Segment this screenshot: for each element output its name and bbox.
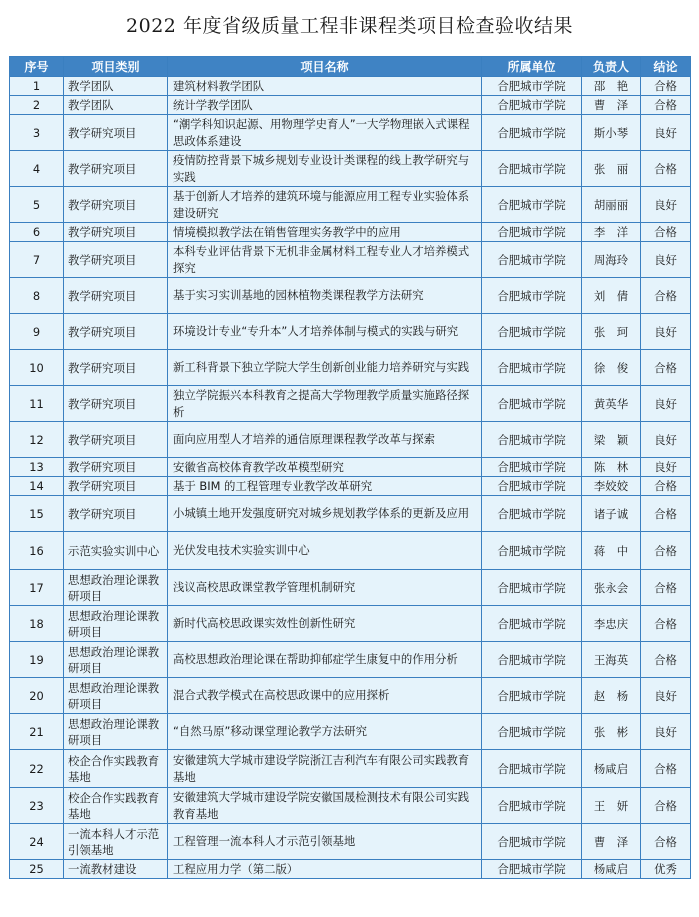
row-unit: 合肥城市学院	[482, 570, 582, 606]
table-row	[10, 96, 691, 115]
table-row	[10, 151, 691, 187]
row-index: 19	[10, 642, 64, 678]
row-unit: 合肥城市学院	[482, 496, 582, 532]
row-leader: 邵 艳	[582, 77, 641, 96]
row-leader: 王 妍	[582, 788, 641, 824]
row-result: 良好	[641, 314, 691, 350]
row-unit: 合肥城市学院	[482, 77, 582, 96]
row-result: 合格	[641, 824, 691, 860]
row-leader: 李忠庆	[582, 606, 641, 642]
row-unit: 合肥城市学院	[482, 477, 582, 496]
row-result: 良好	[641, 678, 691, 714]
row-unit: 合肥城市学院	[482, 386, 582, 422]
row-result: 合格	[641, 606, 691, 642]
row-category: 教学研究项目	[64, 496, 168, 532]
row-index: 24	[10, 824, 64, 860]
row-leader: 张永会	[582, 570, 641, 606]
table-row	[10, 477, 691, 496]
table-row	[10, 223, 691, 242]
row-index: 7	[10, 242, 64, 278]
row-unit: 合肥城市学院	[482, 151, 582, 187]
row-result: 良好	[641, 422, 691, 458]
row-unit: 合肥城市学院	[482, 606, 582, 642]
page-title: 2022 年度省级质量工程非课程类项目检查验收结果	[126, 15, 573, 37]
row-category: 一流本科人才示范引领基地	[64, 824, 168, 860]
row-leader: 张 彬	[582, 714, 641, 750]
table-row	[10, 422, 691, 458]
row-leader: 蒋 中	[582, 532, 641, 570]
row-index: 14	[10, 477, 64, 496]
table-row	[10, 678, 691, 714]
row-result: 合格	[641, 788, 691, 824]
row-index: 8	[10, 278, 64, 314]
row-unit: 合肥城市学院	[482, 788, 582, 824]
row-project-name: 情境模拟教学法在销售管理实务教学中的应用	[168, 223, 482, 242]
row-result: 良好	[641, 187, 691, 223]
row-category: 教学研究项目	[64, 458, 168, 477]
row-leader: 张 珂	[582, 314, 641, 350]
table-row	[10, 860, 691, 879]
row-leader: 刘 倩	[582, 278, 641, 314]
row-leader: 梁 颖	[582, 422, 641, 458]
table-row	[10, 606, 691, 642]
row-index: 15	[10, 496, 64, 532]
row-project-name: 工程管理一流本科人才示范引领基地	[168, 824, 482, 860]
row-index: 4	[10, 151, 64, 187]
row-index: 13	[10, 458, 64, 477]
table-row	[10, 642, 691, 678]
row-category: 教学研究项目	[64, 223, 168, 242]
row-category: 教学研究项目	[64, 242, 168, 278]
row-result: 合格	[641, 532, 691, 570]
row-project-name: 建筑材料教学团队	[168, 77, 482, 96]
row-result: 合格	[641, 750, 691, 788]
row-leader: 陈 林	[582, 458, 641, 477]
row-leader: 胡丽丽	[582, 187, 641, 223]
table-row	[10, 386, 691, 422]
row-result: 合格	[641, 151, 691, 187]
header-category: 项目类别	[64, 57, 168, 77]
row-leader: 诸子诚	[582, 496, 641, 532]
row-result: 合格	[641, 642, 691, 678]
row-category: 教学团队	[64, 77, 168, 96]
row-project-name: 混合式教学模式在高校思政课中的应用探析	[168, 678, 482, 714]
row-project-name: 基于 BIM 的工程管理专业教学改革研究	[168, 477, 482, 496]
row-unit: 合肥城市学院	[482, 458, 582, 477]
row-leader: 李姣姣	[582, 477, 641, 496]
row-category: 校企合作实践教育基地	[64, 750, 168, 788]
row-leader: 杨咸启	[582, 860, 641, 879]
row-category: 思想政治理论课教研项目	[64, 570, 168, 606]
row-leader: 斯小琴	[582, 115, 641, 151]
row-project-name: 浅议高校思政课堂教学管理机制研究	[168, 570, 482, 606]
row-result: 合格	[641, 223, 691, 242]
row-project-name: 光伏发电技术实验实训中心	[168, 532, 482, 570]
table-row	[10, 714, 691, 750]
row-unit: 合肥城市学院	[482, 422, 582, 458]
row-project-name: 安徽省高校体育教学改革模型研究	[168, 458, 482, 477]
row-unit: 合肥城市学院	[482, 187, 582, 223]
table-row	[10, 187, 691, 223]
row-result: 合格	[641, 350, 691, 386]
row-index: 6	[10, 223, 64, 242]
row-leader: 杨咸启	[582, 750, 641, 788]
row-project-name: 基于创新人才培养的建筑环境与能源应用工程专业实验体系建设研究	[168, 187, 482, 223]
row-unit: 合肥城市学院	[482, 242, 582, 278]
row-index: 16	[10, 532, 64, 570]
row-unit: 合肥城市学院	[482, 642, 582, 678]
row-category: 教学研究项目	[64, 115, 168, 151]
row-unit: 合肥城市学院	[482, 750, 582, 788]
row-project-name: 基于实习实训基地的园林植物类课程教学方法研究	[168, 278, 482, 314]
table-row	[10, 458, 691, 477]
row-unit: 合肥城市学院	[482, 714, 582, 750]
row-index: 11	[10, 386, 64, 422]
row-category: 教学团队	[64, 96, 168, 115]
row-category: 思想政治理论课教研项目	[64, 678, 168, 714]
row-category: 教学研究项目	[64, 350, 168, 386]
row-project-name: 面向应用型人才培养的通信原理课程教学改革与探索	[168, 422, 482, 458]
row-leader: 周海玲	[582, 242, 641, 278]
table-row	[10, 314, 691, 350]
row-project-name: “自然马原”移动课堂理论教学方法研究	[168, 714, 482, 750]
row-leader: 徐 俊	[582, 350, 641, 386]
row-project-name: 小城镇土地开发强度研究对城乡规划教学体系的更新及应用	[168, 496, 482, 532]
table-header-row	[10, 57, 691, 77]
row-result: 合格	[641, 496, 691, 532]
table-row	[10, 115, 691, 151]
row-result: 合格	[641, 96, 691, 115]
row-leader: 赵 杨	[582, 678, 641, 714]
row-category: 教学研究项目	[64, 386, 168, 422]
row-result: 合格	[641, 570, 691, 606]
row-project-name: 独立学院振兴本科教育之提高大学物理教学质量实施路径探析	[168, 386, 482, 422]
row-category: 教学研究项目	[64, 314, 168, 350]
row-category: 教学研究项目	[64, 422, 168, 458]
row-index: 22	[10, 750, 64, 788]
row-project-name: 统计学教学团队	[168, 96, 482, 115]
row-project-name: 本科专业评估背景下无机非金属材料工程专业人才培养模式探究	[168, 242, 482, 278]
row-index: 25	[10, 860, 64, 879]
row-index: 5	[10, 187, 64, 223]
row-result: 合格	[641, 477, 691, 496]
row-project-name: 新时代高校思政课实效性创新性研究	[168, 606, 482, 642]
row-category: 思想政治理论课教研项目	[64, 642, 168, 678]
row-unit: 合肥城市学院	[482, 96, 582, 115]
row-unit: 合肥城市学院	[482, 115, 582, 151]
row-unit: 合肥城市学院	[482, 678, 582, 714]
row-category: 校企合作实践教育基地	[64, 788, 168, 824]
row-unit: 合肥城市学院	[482, 860, 582, 879]
header-leader: 负责人	[582, 57, 641, 77]
row-result: 优秀	[641, 860, 691, 879]
row-result: 良好	[641, 115, 691, 151]
row-result: 良好	[641, 714, 691, 750]
header-unit: 所属单位	[482, 57, 582, 77]
row-unit: 合肥城市学院	[482, 314, 582, 350]
row-index: 10	[10, 350, 64, 386]
row-index: 21	[10, 714, 64, 750]
row-category: 教学研究项目	[64, 477, 168, 496]
row-result: 合格	[641, 278, 691, 314]
row-unit: 合肥城市学院	[482, 824, 582, 860]
table-row	[10, 77, 691, 96]
row-project-name: 安徽建筑大学城市建设学院安徽国晟检测技术有限公司实践教育基地	[168, 788, 482, 824]
row-leader: 曹 泽	[582, 96, 641, 115]
row-category: 思想政治理论课教研项目	[64, 714, 168, 750]
row-result: 合格	[641, 77, 691, 96]
table-row	[10, 278, 691, 314]
row-index: 3	[10, 115, 64, 151]
row-category: 教学研究项目	[64, 187, 168, 223]
row-project-name: “潮学科知识起源、用物理学史育人”一大学物理嵌入式课程思政体系建设	[168, 115, 482, 151]
row-index: 17	[10, 570, 64, 606]
row-unit: 合肥城市学院	[482, 278, 582, 314]
row-category: 思想政治理论课教研项目	[64, 606, 168, 642]
results-table	[9, 56, 691, 879]
table-row	[10, 570, 691, 606]
header-result: 结论	[641, 57, 691, 77]
row-index: 9	[10, 314, 64, 350]
row-index: 23	[10, 788, 64, 824]
row-index: 1	[10, 77, 64, 96]
row-leader: 王海英	[582, 642, 641, 678]
row-leader: 张 丽	[582, 151, 641, 187]
row-index: 12	[10, 422, 64, 458]
row-category: 示范实验实训中心	[64, 532, 168, 570]
row-result: 良好	[641, 386, 691, 422]
row-category: 一流教材建设	[64, 860, 168, 879]
header-index: 序号	[10, 57, 64, 77]
row-project-name: 工程应用力学（第二版）	[168, 860, 482, 879]
row-leader: 曹 泽	[582, 824, 641, 860]
table-row	[10, 788, 691, 824]
row-leader: 李 洋	[582, 223, 641, 242]
row-index: 18	[10, 606, 64, 642]
row-category: 教学研究项目	[64, 151, 168, 187]
row-unit: 合肥城市学院	[482, 223, 582, 242]
table-row	[10, 496, 691, 532]
row-index: 2	[10, 96, 64, 115]
table-row	[10, 532, 691, 570]
row-leader: 黄英华	[582, 386, 641, 422]
row-result: 良好	[641, 458, 691, 477]
row-category: 教学研究项目	[64, 278, 168, 314]
row-unit: 合肥城市学院	[482, 532, 582, 570]
row-project-name: 环境设计专业“专升本”人才培养体制与模式的实践与研究	[168, 314, 482, 350]
table-row	[10, 824, 691, 860]
table-row	[10, 350, 691, 386]
row-unit: 合肥城市学院	[482, 350, 582, 386]
table-row	[10, 242, 691, 278]
row-project-name: 高校思想政治理论课在帮助抑郁症学生康复中的作用分析	[168, 642, 482, 678]
row-result: 良好	[641, 242, 691, 278]
row-project-name: 安徽建筑大学城市建设学院浙江吉利汽车有限公司实践教育基地	[168, 750, 482, 788]
row-project-name: 新工科背景下独立学院大学生创新创业能力培养研究与实践	[168, 350, 482, 386]
table-row	[10, 750, 691, 788]
row-project-name: 疫情防控背景下城乡规划专业设计类课程的线上教学研究与实践	[168, 151, 482, 187]
row-index: 20	[10, 678, 64, 714]
header-project-name: 项目名称	[168, 57, 482, 77]
